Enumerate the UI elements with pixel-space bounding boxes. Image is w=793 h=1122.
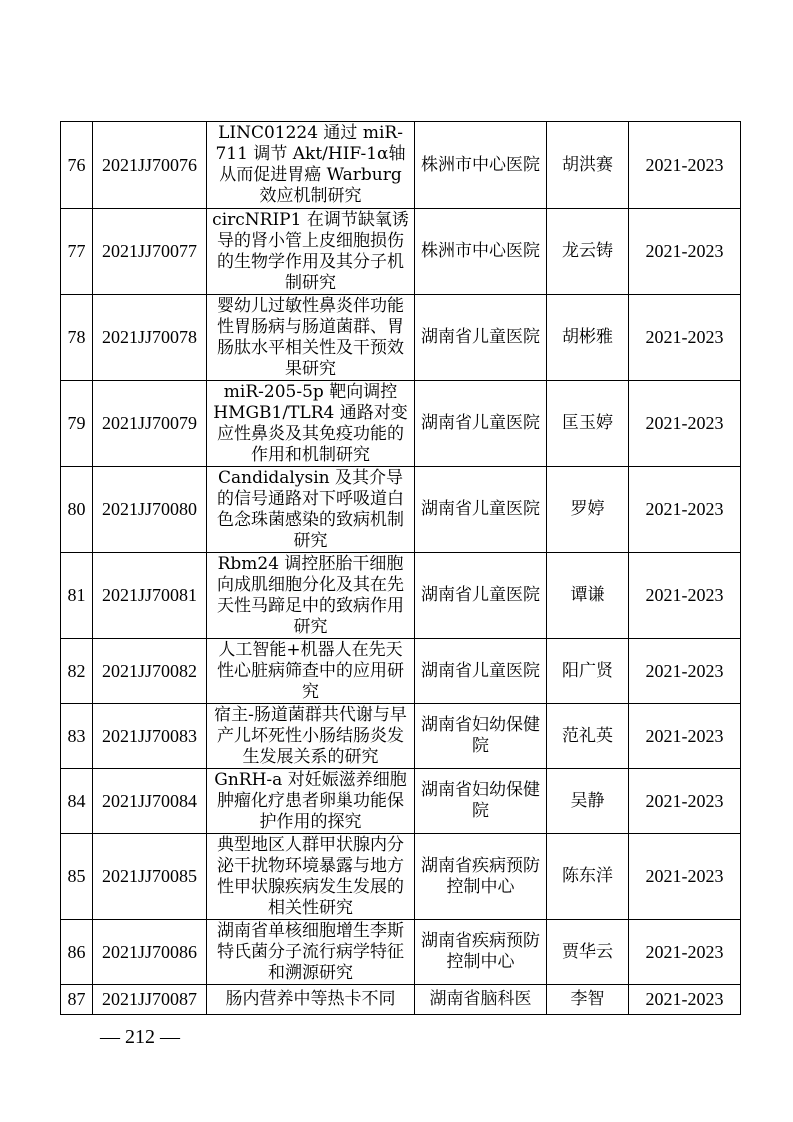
row-number: 86 xyxy=(61,920,93,985)
principal-investigator: 胡洪赛 xyxy=(547,122,629,209)
row-number: 81 xyxy=(61,553,93,639)
host-institution: 株洲市中心医院 xyxy=(415,122,547,209)
project-code: 2021JJ70087 xyxy=(93,985,207,1015)
project-period: 2021-2023 xyxy=(629,985,741,1015)
principal-investigator: 阳广贤 xyxy=(547,639,629,704)
host-institution: 湖南省儿童医院 xyxy=(415,553,547,639)
project-title: 典型地区人群甲状腺内分泌干扰物环境暴露与地方性甲状腺疾病发生发展的相关性研究 xyxy=(207,834,415,920)
project-table xyxy=(60,121,741,1015)
row-number: 77 xyxy=(61,209,93,295)
project-code: 2021JJ70078 xyxy=(93,295,207,381)
row-number: 82 xyxy=(61,639,93,704)
project-title: Candidalysin 及其介导的信号通路对下呼吸道白色念珠菌感染的致病机制研究 xyxy=(207,467,415,553)
table-row xyxy=(61,834,741,920)
principal-investigator: 李智 xyxy=(547,985,629,1015)
table-row xyxy=(61,209,741,295)
table-row xyxy=(61,295,741,381)
row-number: 79 xyxy=(61,381,93,467)
host-institution: 湖南省儿童医院 xyxy=(415,639,547,704)
principal-investigator: 陈东洋 xyxy=(547,834,629,920)
table-row xyxy=(61,985,741,1015)
principal-investigator: 谭谦 xyxy=(547,553,629,639)
project-code: 2021JJ70077 xyxy=(93,209,207,295)
principal-investigator: 罗婷 xyxy=(547,467,629,553)
project-period: 2021-2023 xyxy=(629,467,741,553)
project-title: LINC01224 通过 miR-711 调节 Akt/HIF-1α轴从而促进胃癌 Warburg 效应机制研究 xyxy=(207,122,415,209)
row-number: 87 xyxy=(61,985,93,1015)
project-code: 2021JJ70076 xyxy=(93,122,207,209)
project-title: 湖南省单核细胞增生李斯特氏菌分子流行病学特征和溯源研究 xyxy=(207,920,415,985)
project-period: 2021-2023 xyxy=(629,209,741,295)
host-institution: 株洲市中心医院 xyxy=(415,209,547,295)
table-body xyxy=(61,122,741,1015)
project-title: Rbm24 调控胚胎干细胞向成肌细胞分化及其在先天性马蹄足中的致病作用研究 xyxy=(207,553,415,639)
table-row xyxy=(61,639,741,704)
project-code: 2021JJ70079 xyxy=(93,381,207,467)
project-title: 人工智能+机器人在先天性心脏病筛查中的应用研究 xyxy=(207,639,415,704)
row-number: 80 xyxy=(61,467,93,553)
host-institution: 湖南省儿童医院 xyxy=(415,381,547,467)
project-code: 2021JJ70082 xyxy=(93,639,207,704)
project-period: 2021-2023 xyxy=(629,639,741,704)
project-period: 2021-2023 xyxy=(629,122,741,209)
principal-investigator: 龙云铸 xyxy=(547,209,629,295)
principal-investigator: 吴静 xyxy=(547,769,629,834)
host-institution: 湖南省妇幼保健院 xyxy=(415,704,547,769)
project-title: 肠内营养中等热卡不同 xyxy=(207,985,415,1015)
project-code: 2021JJ70080 xyxy=(93,467,207,553)
project-period: 2021-2023 xyxy=(629,381,741,467)
row-number: 78 xyxy=(61,295,93,381)
table-row xyxy=(61,920,741,985)
project-period: 2021-2023 xyxy=(629,920,741,985)
host-institution: 湖南省疾病预防控制中心 xyxy=(415,920,547,985)
row-number: 76 xyxy=(61,122,93,209)
table-row xyxy=(61,704,741,769)
host-institution: 湖南省儿童医院 xyxy=(415,295,547,381)
project-period: 2021-2023 xyxy=(629,704,741,769)
table-row xyxy=(61,769,741,834)
table-row xyxy=(61,122,741,209)
row-number: 84 xyxy=(61,769,93,834)
principal-investigator: 贾华云 xyxy=(547,920,629,985)
project-code: 2021JJ70083 xyxy=(93,704,207,769)
project-title: 宿主-肠道菌群共代谢与早产儿坏死性小肠结肠炎发生发展关系的研究 xyxy=(207,704,415,769)
page-number: — 212 — xyxy=(100,1026,180,1048)
table-row xyxy=(61,553,741,639)
principal-investigator: 范礼英 xyxy=(547,704,629,769)
project-code: 2021JJ70084 xyxy=(93,769,207,834)
project-title: miR-205-5p 靶向调控 HMGB1/TLR4 通路对变应性鼻炎及其免疫功能的作用和机制研究 xyxy=(207,381,415,467)
project-title: 婴幼儿过敏性鼻炎伴功能性胃肠病与肠道菌群、胃肠肽水平相关性及干预效果研究 xyxy=(207,295,415,381)
project-code: 2021JJ70081 xyxy=(93,553,207,639)
project-code: 2021JJ70086 xyxy=(93,920,207,985)
row-number: 85 xyxy=(61,834,93,920)
host-institution: 湖南省妇幼保健院 xyxy=(415,769,547,834)
table-row xyxy=(61,381,741,467)
project-title: circNRIP1 在调节缺氧诱导的肾小管上皮细胞损伤的生物学作用及其分子机制研究 xyxy=(207,209,415,295)
project-period: 2021-2023 xyxy=(629,834,741,920)
host-institution: 湖南省脑科医 xyxy=(415,985,547,1015)
row-number: 83 xyxy=(61,704,93,769)
project-period: 2021-2023 xyxy=(629,295,741,381)
host-institution: 湖南省儿童医院 xyxy=(415,467,547,553)
project-period: 2021-2023 xyxy=(629,553,741,639)
principal-investigator: 匡玉婷 xyxy=(547,381,629,467)
host-institution: 湖南省疾病预防控制中心 xyxy=(415,834,547,920)
project-period: 2021-2023 xyxy=(629,769,741,834)
principal-investigator: 胡彬雅 xyxy=(547,295,629,381)
project-title: GnRH-a 对妊娠滋养细胞肿瘤化疗患者卵巢功能保护作用的探究 xyxy=(207,769,415,834)
project-code: 2021JJ70085 xyxy=(93,834,207,920)
table-row xyxy=(61,467,741,553)
